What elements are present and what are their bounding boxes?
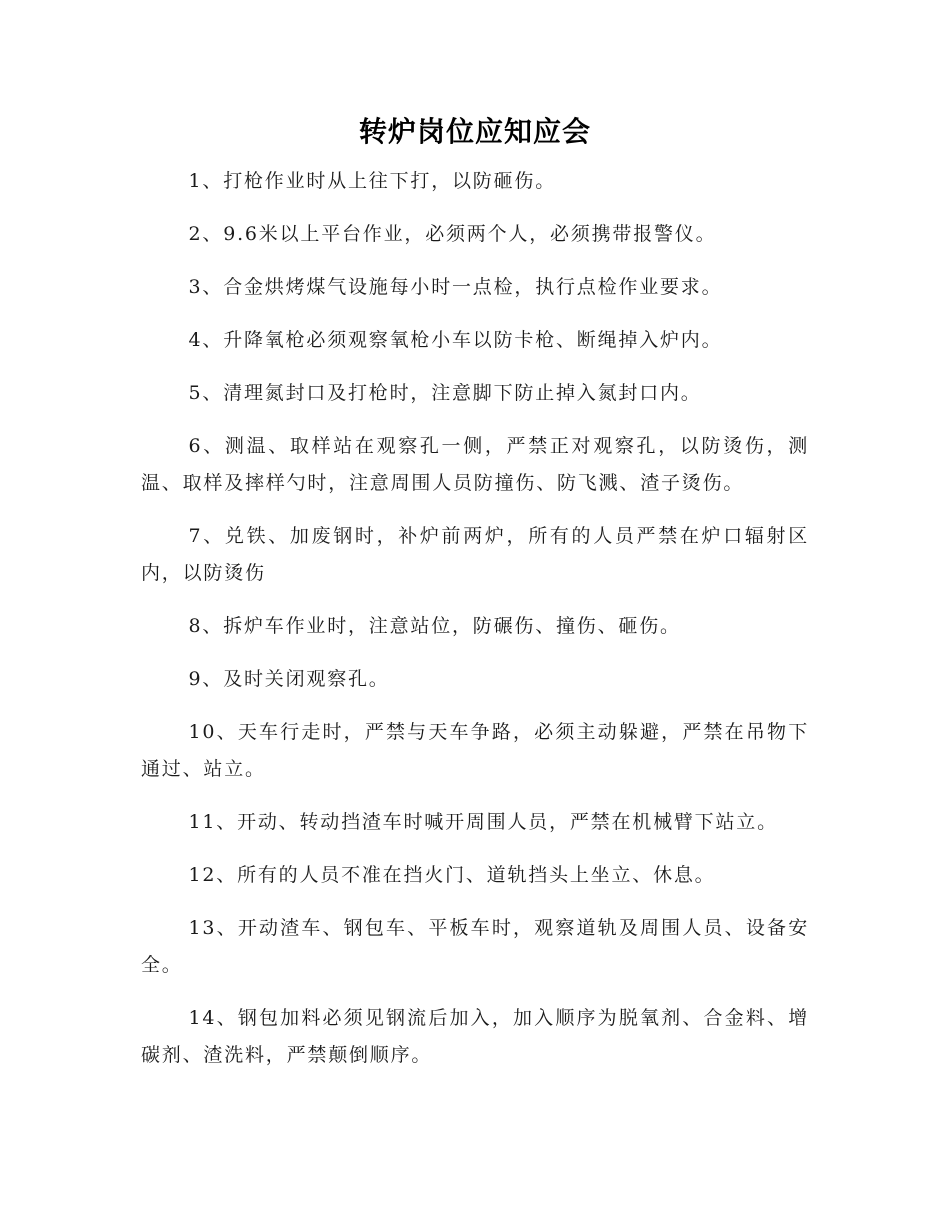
- list-item: 9、及时关闭观察孔。: [188, 668, 390, 690]
- list-item: 5、清理氮封口及打枪时，注意脚下防止掉入氮封口内。: [188, 382, 702, 404]
- list-item: 10、天车行走时，严禁与天车争路，必须主动躲避，严禁在吊物下通过、站立。: [141, 721, 809, 780]
- list-item: 6、测温、取样站在观察孔一侧，严禁正对观察孔，以防烫伤，测温、取样及摔样勺时，注意周围人员防撞伤、防飞溅、渣子烫伤。: [141, 435, 809, 494]
- list-item: 12、所有的人员不准在挡火门、道轨挡头上坐立、休息。: [188, 864, 716, 886]
- list-item: 7、兑铁、加废钢时，补炉前两炉，所有的人员严禁在炉口辐射区内，以防烫伤: [141, 525, 809, 584]
- list-item: 13、开动渣车、钢包车、平板车时，观察道轨及周围人员、设备安全。: [141, 917, 809, 976]
- list-item: 8、拆炉车作业时，注意站位，防碾伤、撞伤、砸伤。: [188, 615, 681, 637]
- list-item: 14、钢包加料必须见钢流后加入，加入顺序为脱氧剂、合金料、增碳剂、渣洗料，严禁颠倒顺序。: [141, 1007, 809, 1066]
- list-item: 11、开动、转动挡渣车时喊开周围人员，严禁在机械臂下站立。: [188, 811, 778, 833]
- list-item: 3、合金烘烤煤气设施每小时一点检，执行点检作业要求。: [188, 276, 723, 298]
- list-item: 4、升降氧枪必须观察氧枪小车以防卡枪、断绳掉入炉内。: [188, 329, 723, 351]
- list-item: 2、9.6米以上平台作业，必须两个人，必须携带报警仪。: [188, 223, 717, 245]
- list-item: 1、打枪作业时从上往下打，以防砸伤。: [188, 170, 556, 192]
- document-body: [141, 163, 809, 1090]
- document-title: 转炉岗位应知应会: [358, 115, 591, 148]
